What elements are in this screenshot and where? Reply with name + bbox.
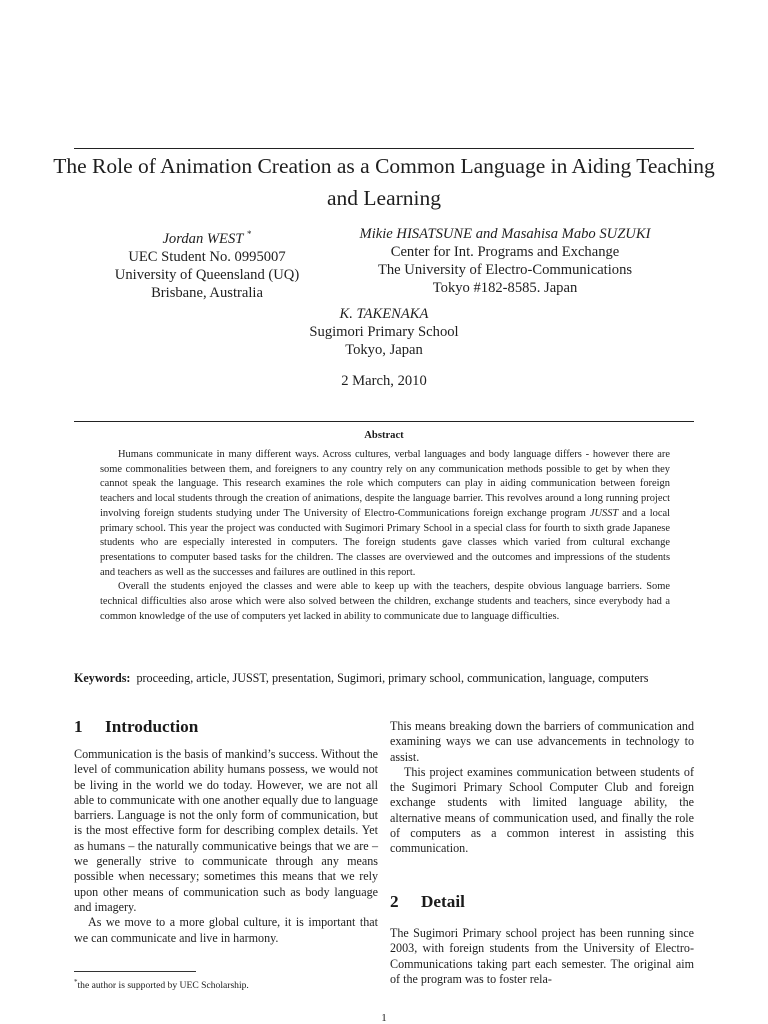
- footnote-rule: [74, 971, 196, 972]
- keywords: [74, 670, 694, 686]
- author-block-3: [234, 305, 534, 359]
- author-affiliation-line: Tokyo #182-8585. Japan: [432, 280, 578, 296]
- author-block-1: [92, 225, 322, 302]
- intro-paragraph: This project examines communication between students of the Sugimori Primary School Computer Club and foreign exchange students with limited language ability, the alternative means of communication used, and finally the role of computers as a common interest in assisting this communication.: [390, 764, 694, 856]
- program-name: JUSST: [589, 507, 619, 519]
- section-heading-introduction: [74, 716, 198, 738]
- author-affiliation-line: UEC Student No. 0995007: [128, 248, 286, 265]
- abstract-top-rule: [74, 421, 694, 422]
- footnote-text: the author is supported by UEC Scholarship.: [77, 980, 249, 992]
- abstract-paragraph: Overall the students enjoyed the classes and were able to keep up with the teachers, despite obvious language barriers. Some technical difficulties also arose which were also solved between the children, exchange students and teachers, since everybody had a common knowledge of the use of computers yet lacked in ability to communicate due to language difficulties.: [100, 581, 670, 622]
- footnote-mark: *: [74, 978, 78, 986]
- section-number: 2: [390, 892, 399, 911]
- section-title: Detail: [421, 892, 465, 911]
- intro-paragraph: Communication is the basis of mankind’s success. Without the level of communication ability humans possess, we would not be living in the world we do today. However, we are not all able to communicate with one another equally due to language barriers. Language is not the only form of communication, but is the most effective form for describing complex details. Yet as humans – the naturally communicative beings that we are – we generally strive to communicate through any means possible when necessary; sometimes this means that we rely upon other means of communication such as body language and imagery.: [74, 747, 378, 914]
- author-block-2: [330, 225, 680, 297]
- detail-paragraph: The Sugimori Primary school project has been running since 2003, with foreign students from the University of Electro-Communications taking part each semester. The original aim of the program was to foster rela-: [390, 926, 694, 986]
- abstract-body: [100, 448, 670, 624]
- abstract-heading: Abstract: [364, 430, 404, 441]
- section-heading-detail: [390, 891, 465, 913]
- detail-column: [390, 926, 694, 987]
- footnote-mark: *: [247, 229, 252, 239]
- paper-date: 2 March, 2010: [341, 373, 427, 389]
- keywords-label: Keywords:: [74, 671, 131, 685]
- section-number: 1: [74, 717, 83, 736]
- keywords-text: proceeding, article, JUSST, presentation, Sugimori, primary school, communication, language, computers: [136, 671, 649, 685]
- page-number: 1: [381, 1012, 387, 1024]
- author-affiliation-line: Sugimori Primary School: [309, 324, 459, 340]
- paper-title: The Role of Animation Creation as a Common Language in Aiding Teaching and Learning: [53, 154, 715, 210]
- author-affiliation-line: University of Queensland (UQ): [114, 266, 300, 283]
- footnote: [74, 976, 384, 992]
- intro-paragraph: As we move to a more global culture, it is important that we can communicate and live in harmony.: [74, 915, 378, 945]
- abstract-paragraph: Humans communicate in many different ways. Across cultures, verbal languages and body language differs - however there are some commonalities between them, and foreigners to any country rely on any communication methods possible to get by when they cannot speak the language. This research examines the role which computers can play in aiding communication between foreign teachers and local students through the creation of animations, despite the language barrier. This revolves around a long running project involving foreign students studying under The University of Electro-Communications foreign exchange program JUSST and a local primary school. This year the project was conducted with Sugimori Primary School in a special class for fourth to sixth grade Japanese students who are especially interested in computers. The foreign students gave classes which varied from cultural exchange presentations to computer based tasks for the children. The classes are overviewed and the outcomes and impressions of the students and teachers as well as the successes and failures are outlined in this report.: [100, 449, 670, 578]
- author-name: Mikie HISATSUNE and Masahisa Mabo SUZUKI: [359, 226, 651, 242]
- author-affiliation-line: The University of Electro-Communications: [377, 262, 633, 278]
- author-name: Jordan WEST *: [162, 229, 252, 247]
- author-affiliation-line: Tokyo, Japan: [345, 342, 423, 358]
- left-column: [74, 747, 378, 946]
- author-affiliation-line: Center for Int. Programs and Exchange: [390, 244, 620, 260]
- intro-paragraph-continued: This means breaking down the barriers of communication and examining ways we can use advancements in technology to assist.: [390, 719, 694, 764]
- section-title: Introduction: [105, 717, 199, 736]
- author-affiliation-line: Brisbane, Australia: [151, 284, 263, 301]
- title-top-rule: [74, 148, 694, 149]
- author-name: K. TAKENAKA: [339, 306, 429, 322]
- right-column: [390, 719, 694, 857]
